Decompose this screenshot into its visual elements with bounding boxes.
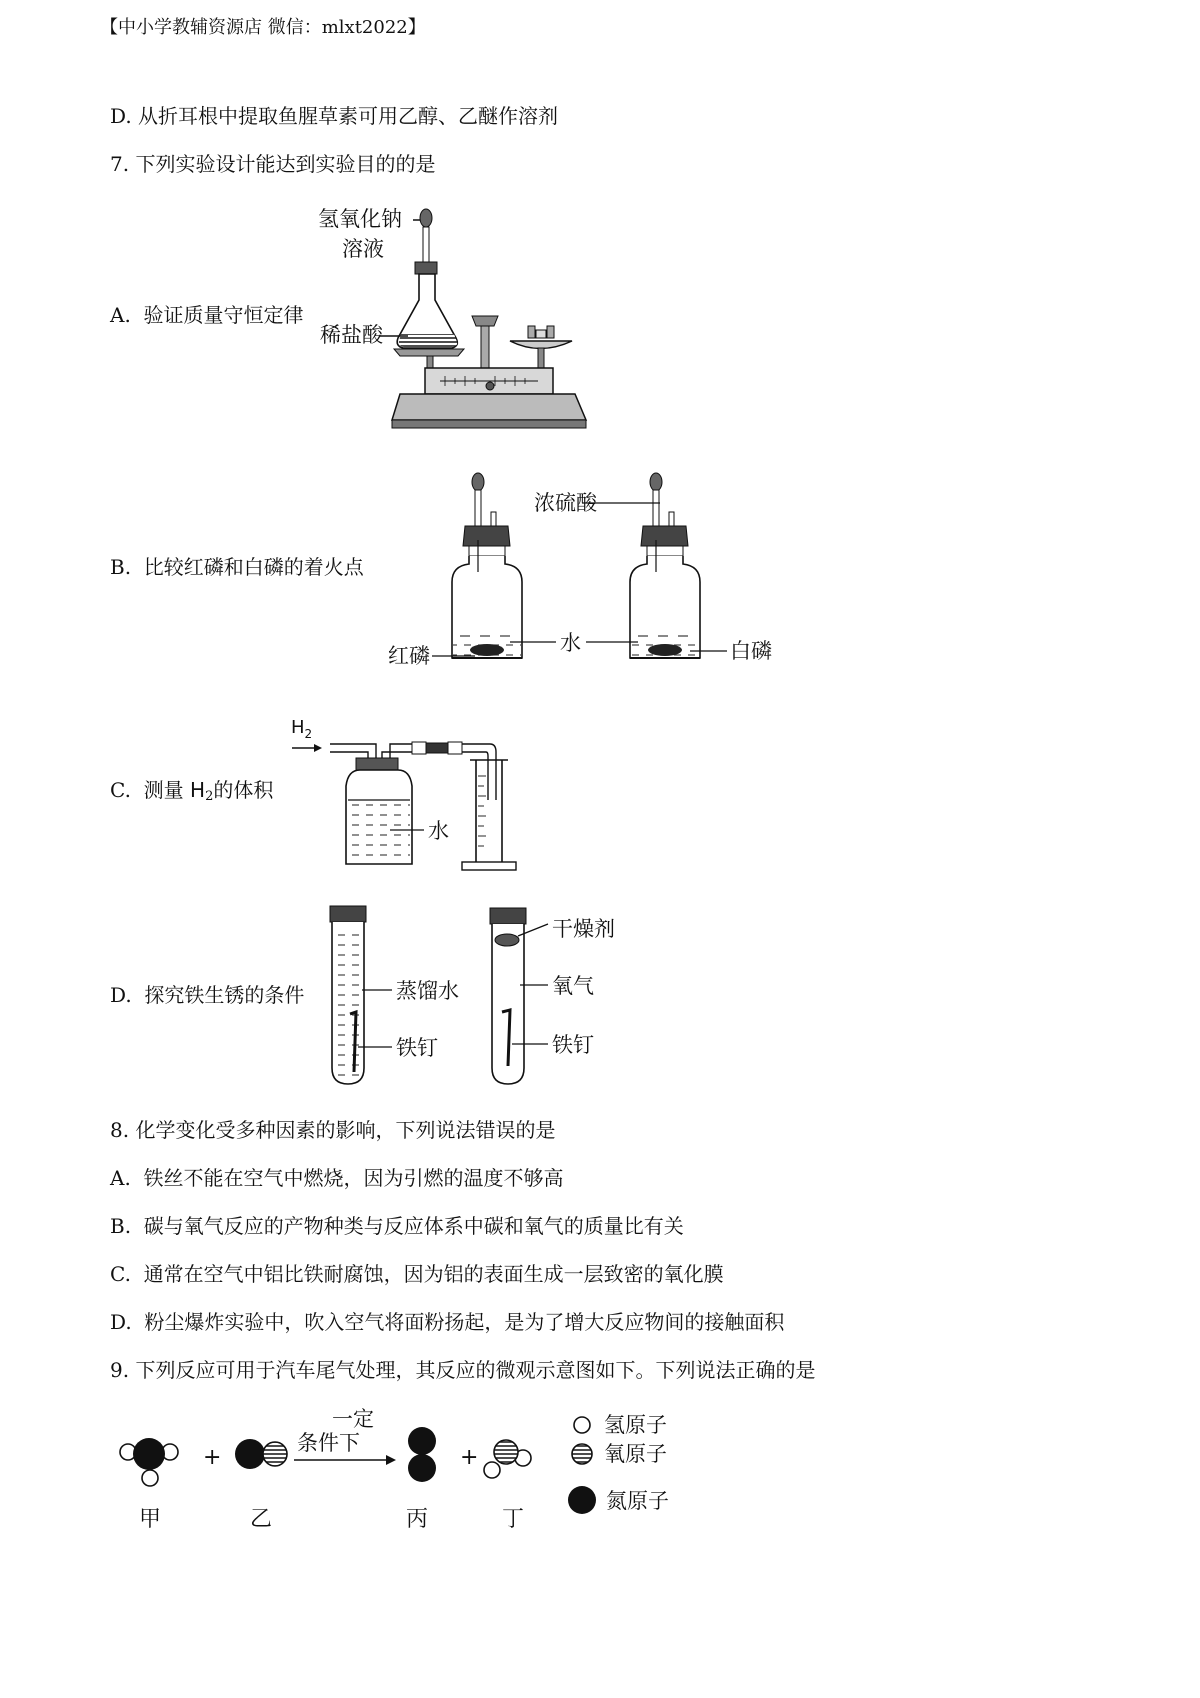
label-bing: 丙 xyxy=(406,1507,429,1532)
condition-2: 条件下 xyxy=(297,1431,360,1455)
q8-stem: 8. 化学变化受多种因素的影响，下列说法错误的是 xyxy=(110,1118,556,1142)
molecule-bing xyxy=(408,1427,436,1482)
legend-o: 氧原子 xyxy=(604,1442,667,1466)
plus-2: + xyxy=(460,1445,479,1470)
q9-reaction-diagram xyxy=(120,1407,669,1532)
label-ding: 丁 xyxy=(502,1507,525,1532)
label-h2so4: 浓硫酸 xyxy=(534,491,597,515)
header-watermark: 【中小学教辅资源店 微信：mlxt2022】 xyxy=(100,17,426,38)
label-jia: 甲 xyxy=(139,1507,162,1532)
label-water-b: 水 xyxy=(560,631,581,655)
label-distilled-water: 蒸馏水 xyxy=(396,979,459,1003)
q9-stem: 9. 下列反应可用于汽车尾气处理，其反应的微观示意图如下。下列说法正确的是 xyxy=(110,1358,816,1382)
legend-h: 氢原子 xyxy=(604,1413,667,1437)
label-red-p: 红磷 xyxy=(388,644,430,668)
q6-option-d: D. 从折耳根中提取鱼腥草素可用乙醇、乙醚作溶剂 xyxy=(110,104,559,128)
figure-c-h2-volume xyxy=(291,717,516,870)
q8-option-a: A. 铁丝不能在空气中燃烧，因为引燃的温度不够高 xyxy=(110,1166,564,1190)
q8-option-b: B. 碳与氧气反应的产物种类与反应体系中碳和氧气的质量比有关 xyxy=(110,1214,684,1238)
label-naoh-2: 溶液 xyxy=(342,237,384,261)
label-nail-1: 铁钉 xyxy=(396,1036,438,1060)
figure-b-bottles xyxy=(388,473,772,668)
legend-h-icon xyxy=(574,1417,590,1433)
figure-a-balance xyxy=(318,207,586,428)
molecule-ding xyxy=(484,1440,531,1478)
q8-option-d: D. 粉尘爆炸实验中，吹入空气将面粉扬起，是为了增大反应物间的接触面积 xyxy=(110,1310,785,1334)
plus-1: + xyxy=(203,1445,222,1470)
figure-d-rust xyxy=(330,906,615,1084)
label-naoh-1: 氢氧化钠 xyxy=(318,207,402,231)
q7-option-c: C. 测量 $H_2$的体积 xyxy=(110,778,274,804)
molecule-yi xyxy=(235,1439,287,1469)
legend-n: 氮原子 xyxy=(606,1489,669,1513)
q7-option-d: D. 探究铁生锈的条件 xyxy=(110,983,305,1007)
label-desiccant: 干燥剂 xyxy=(552,917,615,941)
condition-1: 一定 xyxy=(332,1407,374,1431)
q7-option-b: B. 比较红磷和白磷的着火点 xyxy=(110,555,364,579)
label-white-p: 白磷 xyxy=(730,639,772,663)
legend-o-icon xyxy=(572,1444,592,1464)
q7-option-a: A. 验证质量守恒定律 xyxy=(110,303,304,327)
label-oxygen: 氧气 xyxy=(552,974,594,998)
q7-stem: 7. 下列实验设计能达到实验目的的是 xyxy=(110,152,436,176)
label-water-c: 水 xyxy=(428,819,449,843)
q8-option-c: C. 通常在空气中铝比铁耐腐蚀，因为铝的表面生成一层致密的氧化膜 xyxy=(110,1262,724,1286)
label-h2: $H_2$ xyxy=(291,717,313,741)
label-yi: 乙 xyxy=(250,1507,273,1532)
label-hcl: 稀盐酸 xyxy=(320,323,383,347)
legend-n-icon xyxy=(568,1486,596,1514)
molecule-jia xyxy=(120,1438,178,1486)
label-nail-2: 铁钉 xyxy=(552,1033,594,1057)
